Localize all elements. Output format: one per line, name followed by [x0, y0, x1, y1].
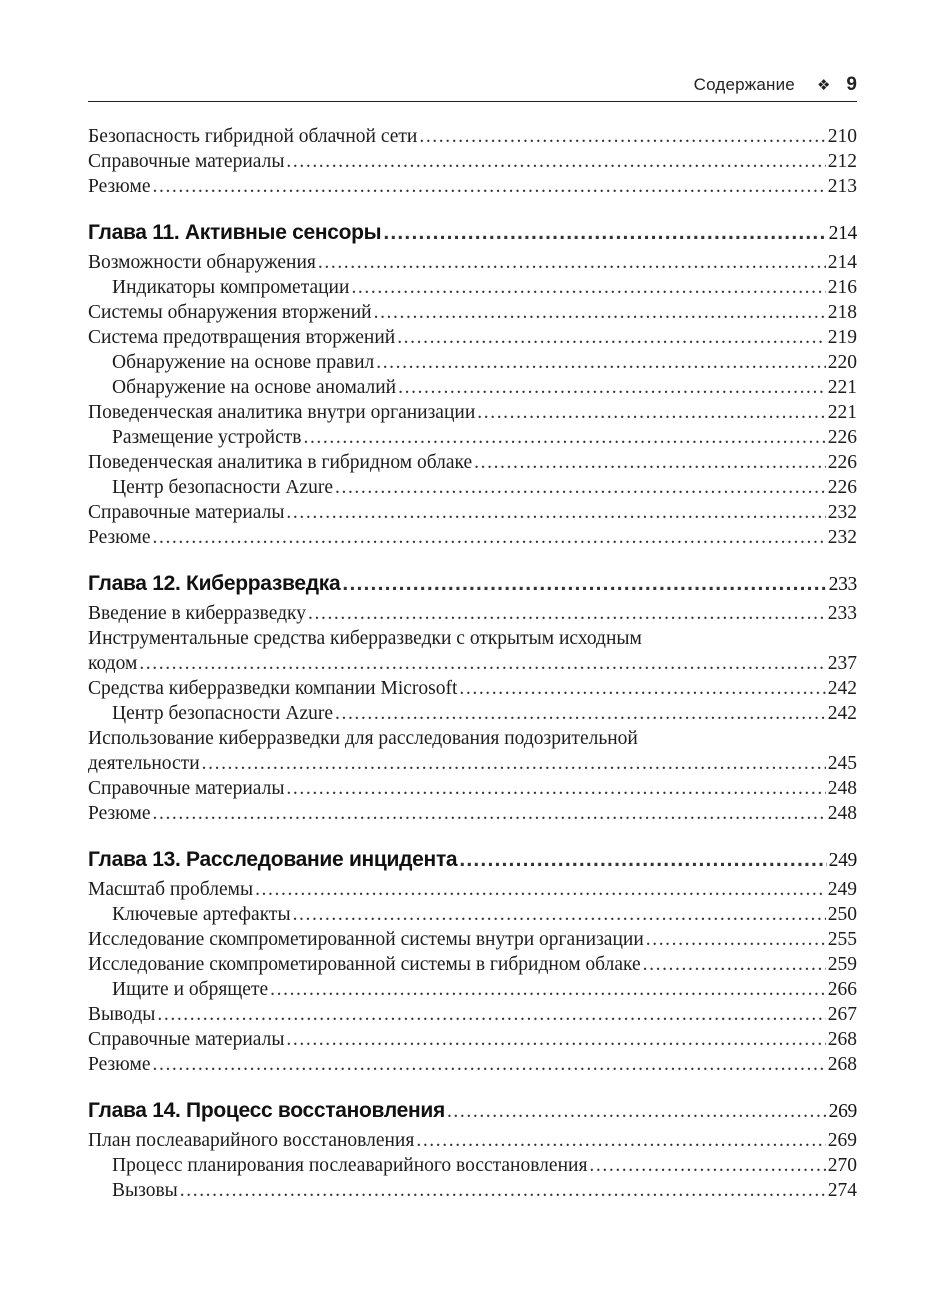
leader-dots	[342, 570, 826, 598]
toc-entry-title: Системы обнаружения вторжений	[88, 302, 372, 323]
leader-dots	[398, 375, 826, 400]
leader-dots	[646, 927, 826, 952]
chapter-page: 233	[828, 574, 857, 595]
leader-dots	[376, 350, 826, 375]
leader-dots	[351, 275, 825, 300]
leader-dots	[335, 475, 826, 500]
toc-entry-line2[interactable]	[88, 751, 857, 776]
toc-entry-title: Обнаружение на основе правил	[112, 352, 375, 373]
toc-entry[interactable]	[88, 601, 857, 626]
leader-dots	[270, 977, 826, 1002]
chapter-page: 214	[828, 223, 857, 244]
toc-entry-page: 245	[827, 753, 857, 774]
toc-entry-page: 226	[827, 452, 857, 473]
leader-dots	[153, 525, 826, 550]
toc-entry-title: Ключевые артефакты	[112, 904, 291, 925]
toc-entry[interactable]	[88, 676, 857, 701]
toc-entry-page: 226	[827, 427, 857, 448]
toc-entry[interactable]	[88, 877, 857, 902]
toc-entry-page: 268	[827, 1054, 857, 1075]
toc-entry-page: 269	[827, 1130, 857, 1151]
toc-entry-page: 268	[827, 1029, 857, 1050]
chapter-title: Глава 14. Процесс восстановления	[88, 1099, 445, 1122]
leader-dots	[459, 846, 826, 874]
leader-dots	[286, 776, 825, 801]
toc-entry-page: 232	[827, 527, 857, 548]
toc-entry-line1[interactable]	[88, 726, 857, 751]
toc-subentry[interactable]	[88, 902, 857, 927]
leader-dots	[374, 300, 826, 325]
leader-dots	[286, 149, 825, 174]
leader-dots	[157, 1002, 825, 1027]
leader-dots	[308, 601, 826, 626]
toc-entry-page: 237	[827, 653, 857, 674]
toc-entry[interactable]	[88, 325, 857, 350]
toc-entry-title: Вызовы	[112, 1180, 178, 1201]
leader-dots	[383, 219, 826, 247]
toc-entry-page: 242	[827, 703, 857, 724]
toc-entry-title: Резюме	[88, 527, 151, 548]
leader-dots	[153, 801, 826, 826]
leader-dots	[643, 952, 826, 977]
toc-entry-page: 216	[827, 277, 857, 298]
toc-entry[interactable]	[88, 927, 857, 952]
toc-entry-title: Центр безопасности Azure	[112, 703, 333, 724]
toc-entry-page: 259	[827, 954, 857, 975]
chapter-title: Глава 13. Расследование инцидента	[88, 848, 458, 871]
toc-entry[interactable]	[88, 1052, 857, 1077]
toc-entry[interactable]	[88, 500, 857, 525]
toc-entry-title: Введение в киберразведку	[88, 603, 307, 624]
toc-entry-page: 221	[827, 402, 857, 423]
toc-entry-page: 226	[827, 477, 857, 498]
chapter-heading-13[interactable]	[88, 846, 857, 874]
toc-subentry[interactable]	[88, 977, 857, 1002]
leader-dots	[255, 877, 826, 902]
toc-subentry[interactable]	[88, 375, 857, 400]
toc-entry-title: Система предотвращения вторжений	[88, 327, 396, 348]
leader-dots	[447, 1098, 827, 1126]
toc-subentry[interactable]	[88, 1178, 857, 1203]
leader-dots	[139, 651, 825, 676]
toc-entry-page: 232	[827, 502, 857, 523]
toc-entry-title: Исследование скомпрометированной системы в гибридном облаке	[88, 954, 641, 975]
toc-entry-title: Справочные материалы	[88, 502, 285, 523]
toc-entry-title: План послеаварийного восстановления	[88, 1130, 415, 1151]
header-rule	[88, 101, 857, 102]
toc-entry-title: Центр безопасности Azure	[112, 477, 333, 498]
leader-dots	[335, 701, 826, 726]
toc-entry-title: Безопасность гибридной облачной сети	[88, 126, 418, 147]
toc-entry-title-continuation: деятельности	[88, 753, 200, 774]
toc-entry-line2[interactable]	[88, 651, 857, 676]
leader-dots	[397, 325, 826, 350]
leader-dots	[286, 1027, 825, 1052]
toc-entry-page: 213	[827, 176, 857, 197]
toc-entry[interactable]	[88, 801, 857, 826]
toc-entry-page: 274	[827, 1180, 857, 1201]
toc-entry-title: Справочные материалы	[88, 778, 285, 799]
toc-entry-page: 255	[827, 929, 857, 950]
toc-subentry[interactable]	[88, 275, 857, 300]
toc-entry-page: 242	[827, 678, 857, 699]
toc-entry-page: 249	[827, 879, 857, 900]
leader-dots	[416, 1128, 825, 1153]
toc-entry-page: 266	[827, 979, 857, 1000]
toc-entry[interactable]	[88, 1128, 857, 1153]
toc-entry-title: Использование киберразведки для расследования подозрительной	[88, 728, 638, 749]
toc-entry[interactable]	[88, 400, 857, 425]
toc-entry-title: Выводы	[88, 1004, 156, 1025]
toc-entry-title: Поведенческая аналитика в гибридном облаке	[88, 452, 473, 473]
ornament-icon: ❖	[816, 77, 831, 94]
toc-entry-page: 248	[827, 803, 857, 824]
toc-subentry[interactable]	[88, 701, 857, 726]
toc-entry-page: 212	[827, 151, 857, 172]
toc-entry-title: Возможности обнаружения	[88, 252, 316, 273]
toc-entry-title: Резюме	[88, 176, 151, 197]
page-number: 9	[846, 74, 857, 95]
toc-entry-title-continuation: кодом	[88, 653, 138, 674]
toc-entry-title: Процесс планирования послеаварийного восстановления	[112, 1155, 588, 1176]
toc-entry-title: Инструментальные средства киберразведки с открытым исходным	[88, 628, 642, 649]
chapter-heading-12[interactable]	[88, 570, 857, 598]
toc-entry[interactable]	[88, 300, 857, 325]
leader-dots	[419, 124, 825, 149]
toc-entry-page: 248	[827, 778, 857, 799]
running-header-title: Содержание	[693, 75, 795, 94]
chapter-page: 269	[828, 1101, 857, 1122]
toc-entry[interactable]	[88, 1027, 857, 1052]
leader-dots	[303, 425, 825, 450]
toc-entry-title: Индикаторы компрометации	[112, 277, 350, 298]
toc-entry-page: 214	[827, 252, 857, 273]
toc-entry-page: 250	[827, 904, 857, 925]
toc-entry-title: Справочные материалы	[88, 1029, 285, 1050]
toc-entry-page: 220	[827, 352, 857, 373]
chapter-page: 249	[828, 850, 857, 871]
toc-entry[interactable]	[88, 776, 857, 801]
running-header	[694, 72, 857, 98]
toc-entry-line1[interactable]	[88, 626, 857, 651]
leader-dots	[474, 450, 826, 475]
toc-entry-page: 267	[827, 1004, 857, 1025]
toc-entry-title: Поведенческая аналитика внутри организации	[88, 402, 476, 423]
chapter-heading-14[interactable]	[88, 1097, 857, 1125]
toc-entry-title: Обнаружение на основе аномалий	[112, 377, 397, 398]
toc-entry[interactable]	[88, 174, 857, 199]
toc-entry-page: 270	[827, 1155, 857, 1176]
leader-dots	[293, 902, 826, 927]
table-of-contents	[88, 124, 857, 1203]
chapter-heading-11[interactable]	[88, 219, 857, 247]
chapter-title: Глава 11. Активные сенсоры	[88, 221, 382, 244]
toc-entry[interactable]	[88, 149, 857, 174]
toc-entry-page: 219	[827, 327, 857, 348]
leader-dots	[180, 1178, 826, 1203]
toc-entry[interactable]	[88, 525, 857, 550]
toc-subentry[interactable]	[88, 1153, 857, 1178]
leader-dots	[153, 1052, 826, 1077]
leader-dots	[286, 500, 825, 525]
leader-dots	[153, 174, 826, 199]
toc-entry-title: Средства киберразведки компании Microsoft	[88, 678, 458, 699]
toc-entry-title: Резюме	[88, 803, 151, 824]
toc-entry-title: Исследование скомпрометированной системы внутри организации	[88, 929, 644, 950]
toc-subentry[interactable]	[88, 475, 857, 500]
leader-dots	[589, 1153, 825, 1178]
toc-entry-title: Ищите и обрящете	[112, 979, 269, 1000]
leader-dots	[459, 676, 825, 701]
toc-entry-title: Размещение устройств	[112, 427, 302, 448]
toc-entry-title: Резюме	[88, 1054, 151, 1075]
leader-dots	[202, 751, 826, 776]
toc-entry[interactable]	[88, 1002, 857, 1027]
toc-entry-page: 210	[827, 126, 857, 147]
toc-entry-page: 221	[827, 377, 857, 398]
chapter-title: Глава 12. Киберразведка	[88, 572, 341, 595]
toc-entry[interactable]	[88, 952, 857, 977]
toc-entry-title: Справочные материалы	[88, 151, 285, 172]
toc-entry-page: 218	[827, 302, 857, 323]
toc-entry[interactable]	[88, 124, 857, 149]
toc-subentry[interactable]	[88, 350, 857, 375]
toc-entry-page: 233	[827, 603, 857, 624]
toc-entry[interactable]	[88, 250, 857, 275]
leader-dots	[477, 400, 825, 425]
toc-entry[interactable]	[88, 450, 857, 475]
leader-dots	[318, 250, 826, 275]
toc-entry-title: Масштаб проблемы	[88, 879, 254, 900]
toc-subentry[interactable]	[88, 425, 857, 450]
